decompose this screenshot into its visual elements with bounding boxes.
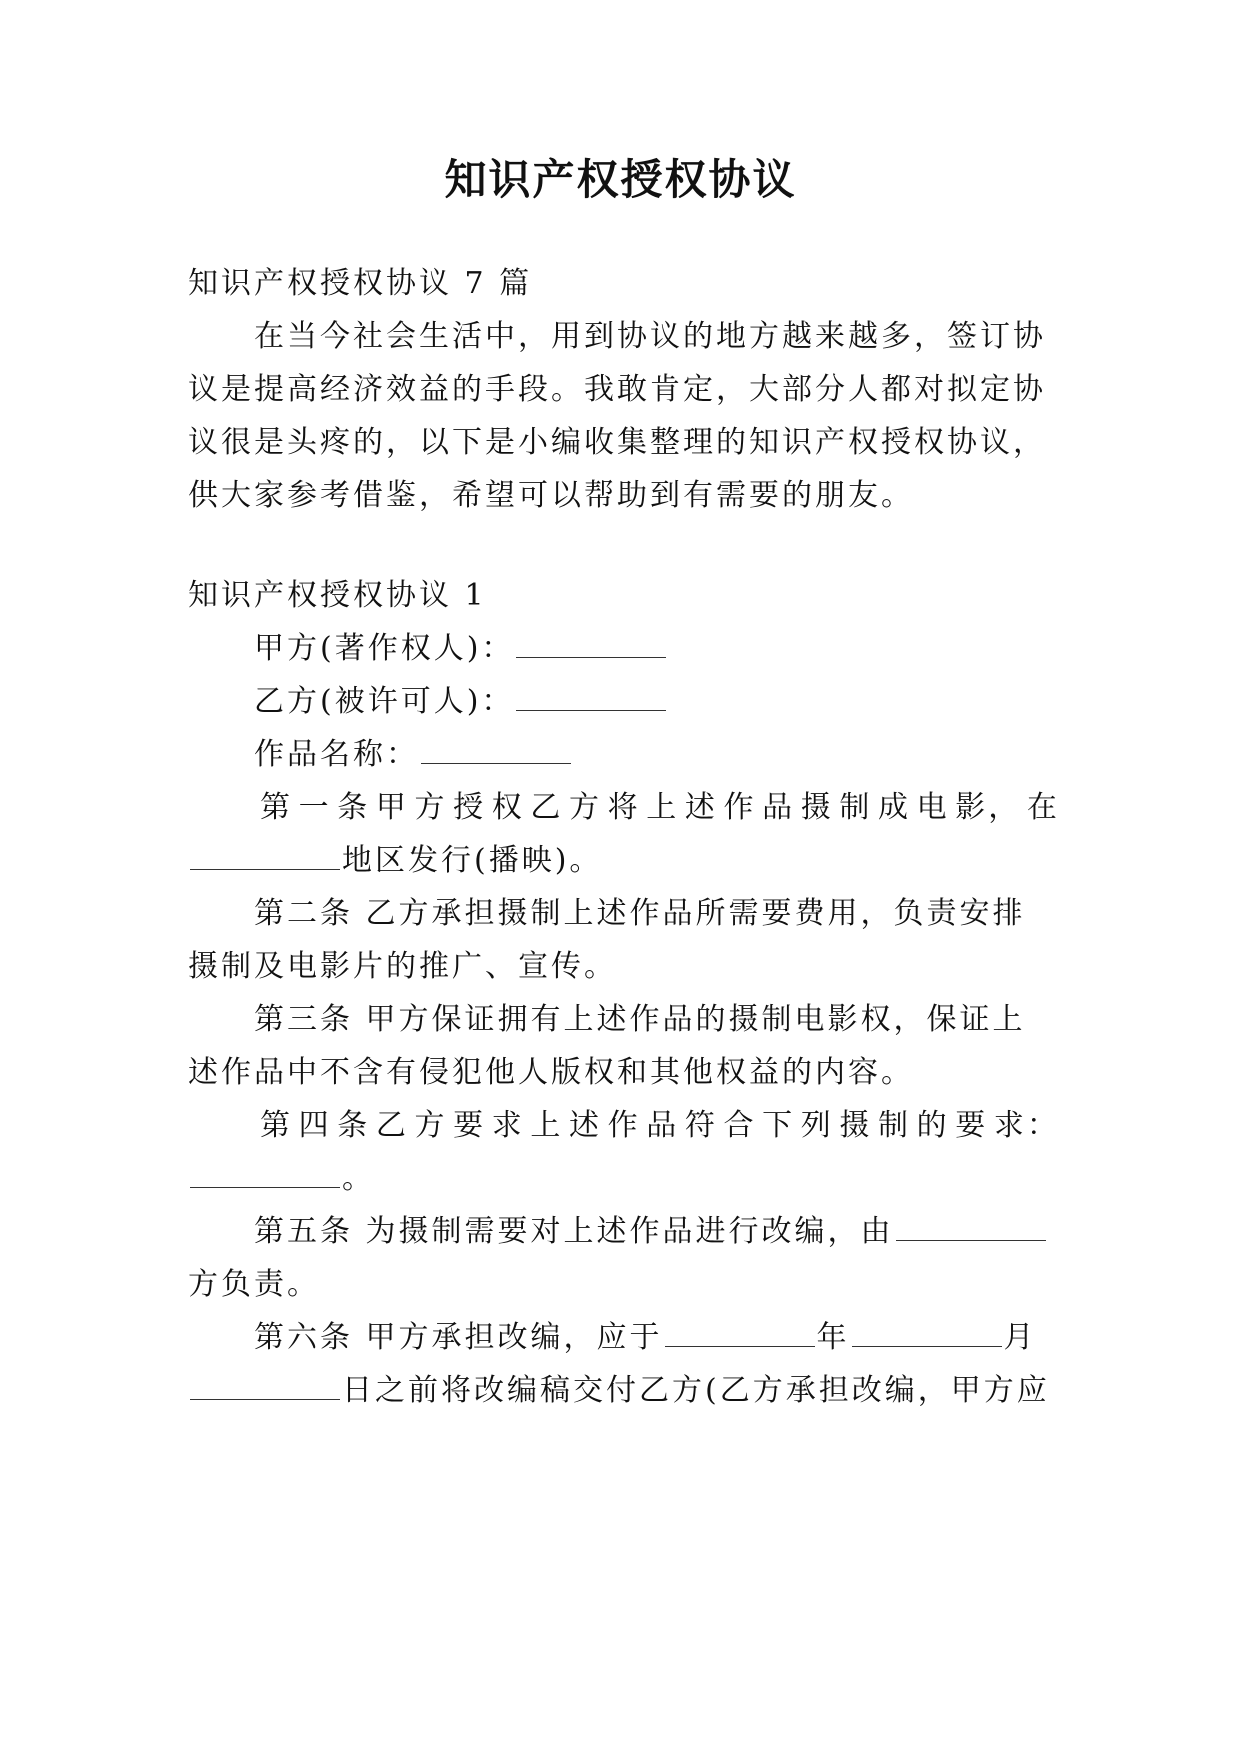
article-4-requirement-blank <box>190 1157 340 1188</box>
article-1-line-1 <box>260 786 1060 830</box>
article-4-glyph: 述 <box>569 1108 602 1143</box>
article-1-glyph: 授 <box>453 790 487 825</box>
article-1-glyph: 方 <box>569 790 602 825</box>
work-name-label: 作品名称： <box>254 737 419 772</box>
article-4-glyph: 列 <box>800 1108 834 1143</box>
party-b-blank <box>516 680 666 711</box>
party-a-label: 甲方(著作权人)： <box>254 631 515 666</box>
article-1-glyph: 在 <box>1026 790 1060 825</box>
article-5-party-blank <box>896 1210 1046 1241</box>
article-1-glyph: 乙 <box>530 790 564 825</box>
article-1-glyph: 品 <box>762 790 796 825</box>
article-4-text-2: 。 <box>342 1161 375 1196</box>
article-1-glyph: 甲 <box>375 790 409 825</box>
article-1-glyph: 制 <box>839 790 873 825</box>
article-6-month-blank <box>852 1316 1002 1347</box>
party-b-label: 乙方(被许可人)： <box>254 684 515 719</box>
document-title: 知识产权授权协议 <box>444 155 797 204</box>
article-4-glyph: 作 <box>607 1108 641 1143</box>
article-4-glyph: 求 <box>491 1108 525 1143</box>
article-1-glyph: 条 <box>337 790 371 825</box>
article-4-glyph: 符 <box>684 1108 718 1143</box>
section-heading: 知识产权授权协议 1 <box>188 578 487 613</box>
article-6-line-1 <box>254 1316 1068 1360</box>
article-4-line-2 <box>188 1157 1068 1201</box>
article-4-glyph: 的 <box>916 1108 950 1143</box>
article-5-line-1 <box>254 1210 1068 1254</box>
article-5-line-2: 方负责。 <box>188 1267 320 1302</box>
article-6-day-blank <box>190 1369 340 1400</box>
article-4-glyph: 要 <box>955 1108 989 1143</box>
article-4-glyph: 条 <box>337 1108 371 1143</box>
article-1-glyph: 作 <box>723 790 757 825</box>
article-6-text-1b: 年 <box>816 1320 850 1355</box>
work-name-line <box>254 733 1068 777</box>
article-4-glyph: 合 <box>723 1108 757 1143</box>
article-2-line-1: 第二条 乙方承担摄制上述作品所需要费用，负责安排 <box>254 896 1026 931</box>
article-3-line-2: 述作品中不含有侵犯他人版权和其他权益的内容。 <box>188 1055 914 1090</box>
article-4-glyph: 求： <box>993 1108 1060 1143</box>
article-4-glyph: 上 <box>530 1108 564 1143</box>
work-name-blank <box>421 733 571 764</box>
article-1-glyph: 上 <box>646 790 680 825</box>
party-a-line <box>254 627 1068 671</box>
article-4-glyph: 品 <box>646 1108 680 1143</box>
article-6-text-2: 日之前将改编稿交付乙方(乙方承担改编，甲方应 <box>342 1373 1050 1408</box>
article-1-glyph: 一 <box>298 790 332 825</box>
intro-line-4: 供大家参考借鉴，希望可以帮助到有需要的朋友。 <box>188 478 914 513</box>
article-4-glyph: 乙 <box>375 1108 409 1143</box>
article-1-line-2 <box>188 839 1068 883</box>
article-1-glyph: 述 <box>684 790 718 825</box>
article-1-glyph: 摄 <box>800 790 834 825</box>
article-4-glyph: 方 <box>414 1108 448 1143</box>
article-1-glyph: 将 <box>607 790 641 825</box>
article-5-text-1: 第五条 为摄制需要对上述作品进行改编，由 <box>254 1214 894 1249</box>
article-2-line-2: 摄制及电影片的推广、宣传。 <box>188 949 617 984</box>
article-6-text-1c: 月 <box>1003 1320 1037 1355</box>
article-3-line-1: 第三条 甲方保证拥有上述作品的摄制电影权，保证上 <box>254 1002 1026 1037</box>
article-6-text-1a: 第六条 甲方承担改编，应于 <box>254 1320 663 1355</box>
article-1-glyph: 权 <box>491 790 525 825</box>
article-4-glyph: 制 <box>878 1108 911 1143</box>
article-4-line-1 <box>260 1104 1060 1148</box>
article-6-year-blank <box>665 1316 815 1347</box>
article-1-glyph: 方 <box>414 790 448 825</box>
article-4-glyph: 第 <box>260 1108 293 1143</box>
article-4-glyph: 下 <box>762 1108 796 1143</box>
article-1-text-2: 地区发行(播映)。 <box>342 843 603 878</box>
article-4-glyph: 摄 <box>839 1108 873 1143</box>
article-1-glyph: 电 <box>916 790 950 825</box>
intro-line-3: 议很是头疼的，以下是小编收集整理的知识产权授权协议， <box>188 425 1046 460</box>
article-1-glyph: 第 <box>260 790 293 825</box>
article-6-line-2 <box>188 1369 1068 1413</box>
article-1-glyph: 影， <box>955 790 1022 825</box>
article-1-region-blank <box>190 839 340 870</box>
party-a-blank <box>516 627 666 658</box>
article-4-glyph: 四 <box>298 1108 332 1143</box>
intro-line-2: 议是提高经济效益的手段。我敢肯定，大部分人都对拟定协 <box>188 372 1046 407</box>
document-subtitle: 知识产权授权协议 7 篇 <box>188 266 533 301</box>
article-4-glyph: 要 <box>453 1108 487 1143</box>
party-b-line <box>254 680 1068 724</box>
article-1-glyph: 成 <box>878 790 911 825</box>
intro-line-1: 在当今社会生活中，用到协议的地方越来越多，签订协 <box>254 319 1046 354</box>
